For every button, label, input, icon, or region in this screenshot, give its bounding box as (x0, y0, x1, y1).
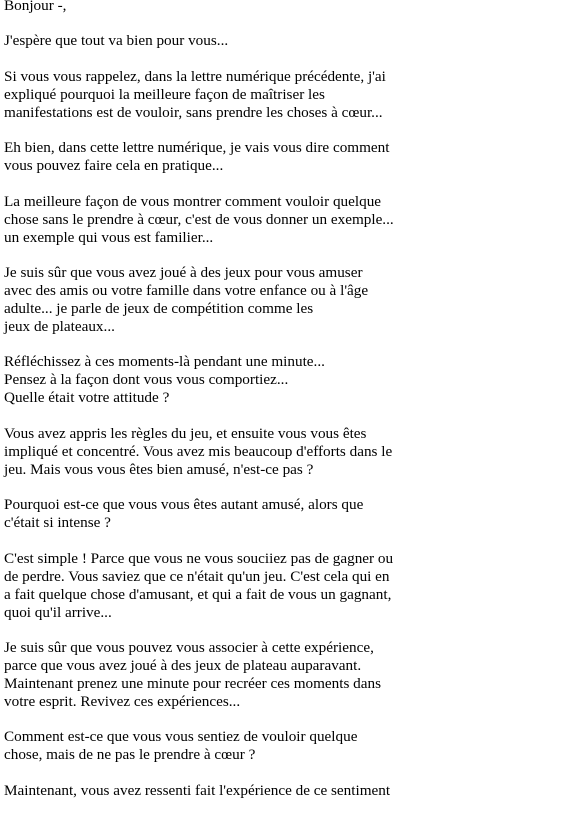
paragraph-line: chose sans le prendre à cœur, c'est de vous donner un exemple... (4, 210, 394, 228)
paragraph-line: Je suis sûr que vous pouvez vous associer à cette expérience, (4, 638, 374, 656)
paragraph-line: parce que vous avez joué à des jeux de plateau auparavant. (4, 656, 362, 674)
paragraph-line: Quelle était votre attitude ? (4, 389, 170, 407)
greeting-line: Bonjour -, (4, 0, 67, 14)
paragraph-line: Pensez à la façon dont vous vous comportiez... (4, 371, 289, 389)
paragraph-line: Maintenant, vous avez ressenti fait l'expérience de ce sentiment (4, 781, 391, 799)
paragraph-line: vous pouvez faire cela en pratique... (4, 157, 224, 175)
paragraph-2 (4, 68, 574, 122)
paragraph-line: avec des amis ou votre famille dans votre enfance ou à l'âge (4, 281, 369, 299)
paragraph-7 (4, 425, 574, 479)
paragraph-line: Pourquoi est-ce que vous vous êtes autant amusé, alors que (4, 496, 364, 514)
paragraph-line: de perdre. Vous saviez que ce n'était qu'un jeu. C'est cela qui en (4, 567, 390, 585)
paragraph-line: un exemple qui vous est familier... (4, 228, 214, 246)
paragraph-line: adulte... je parle de jeux de compétition comme les (4, 299, 314, 317)
paragraph-line: Comment est-ce que vous vous sentiez de vouloir quelque (4, 728, 358, 746)
paragraph-3 (4, 139, 574, 175)
paragraph-line: Réfléchissez à ces moments-là pendant une minute... (4, 353, 325, 371)
paragraph-8 (4, 496, 574, 532)
paragraph-line: votre esprit. Revivez ces expériences... (4, 692, 241, 710)
paragraph-line: chose, mais de ne pas le prendre à cœur ? (4, 746, 256, 764)
paragraph-line: Maintenant prenez une minute pour recréer ces moments dans (4, 674, 382, 692)
paragraph-line: J'espère que tout va bien pour vous... (4, 32, 229, 50)
paragraph-line: a fait quelque chose d'amusant, et qui a fait de vous un gagnant, (4, 585, 392, 603)
greeting (4, 0, 574, 15)
paragraph-line: Vous avez appris les règles du jeu, et ensuite vous vous êtes (4, 424, 367, 442)
paragraph-4 (4, 193, 574, 247)
paragraph-line: quoi qu'il arrive... (4, 603, 112, 621)
paragraph-12-clipped (4, 782, 574, 800)
paragraph-line: c'était si intense ? (4, 514, 111, 532)
paragraph-9 (4, 550, 574, 622)
paragraph-line: expliqué pourquoi la meilleure façon de maîtriser les (4, 85, 325, 103)
paragraph-line: La meilleure façon de vous montrer comment vouloir quelque (4, 192, 382, 210)
paragraph-line: jeu. Mais vous vous êtes bien amusé, n'est-ce pas ? (4, 460, 314, 478)
paragraph-line: manifestations est de vouloir, sans prendre les choses à cœur... (4, 103, 383, 121)
paragraph-6 (4, 353, 574, 407)
paragraph-line: Si vous vous rappelez, dans la lettre numérique précédente, j'ai (4, 67, 386, 85)
paragraph-line: Je suis sûr que vous avez joué à des jeux pour vous amuser (4, 263, 363, 281)
paragraph-11 (4, 728, 574, 764)
paragraph-line: impliqué et concentré. Vous avez mis beaucoup d'efforts dans le (4, 442, 393, 460)
paragraph-5 (4, 264, 574, 336)
paragraph-line: Eh bien, dans cette lettre numérique, je vais vous dire comment (4, 139, 390, 157)
letter-document (4, 0, 574, 817)
paragraph-line: jeux de plateaux... (4, 317, 115, 335)
paragraph-1 (4, 32, 574, 50)
paragraph-line: C'est simple ! Parce que vous ne vous souciiez pas de gagner ou (4, 549, 394, 567)
paragraph-10 (4, 639, 574, 711)
